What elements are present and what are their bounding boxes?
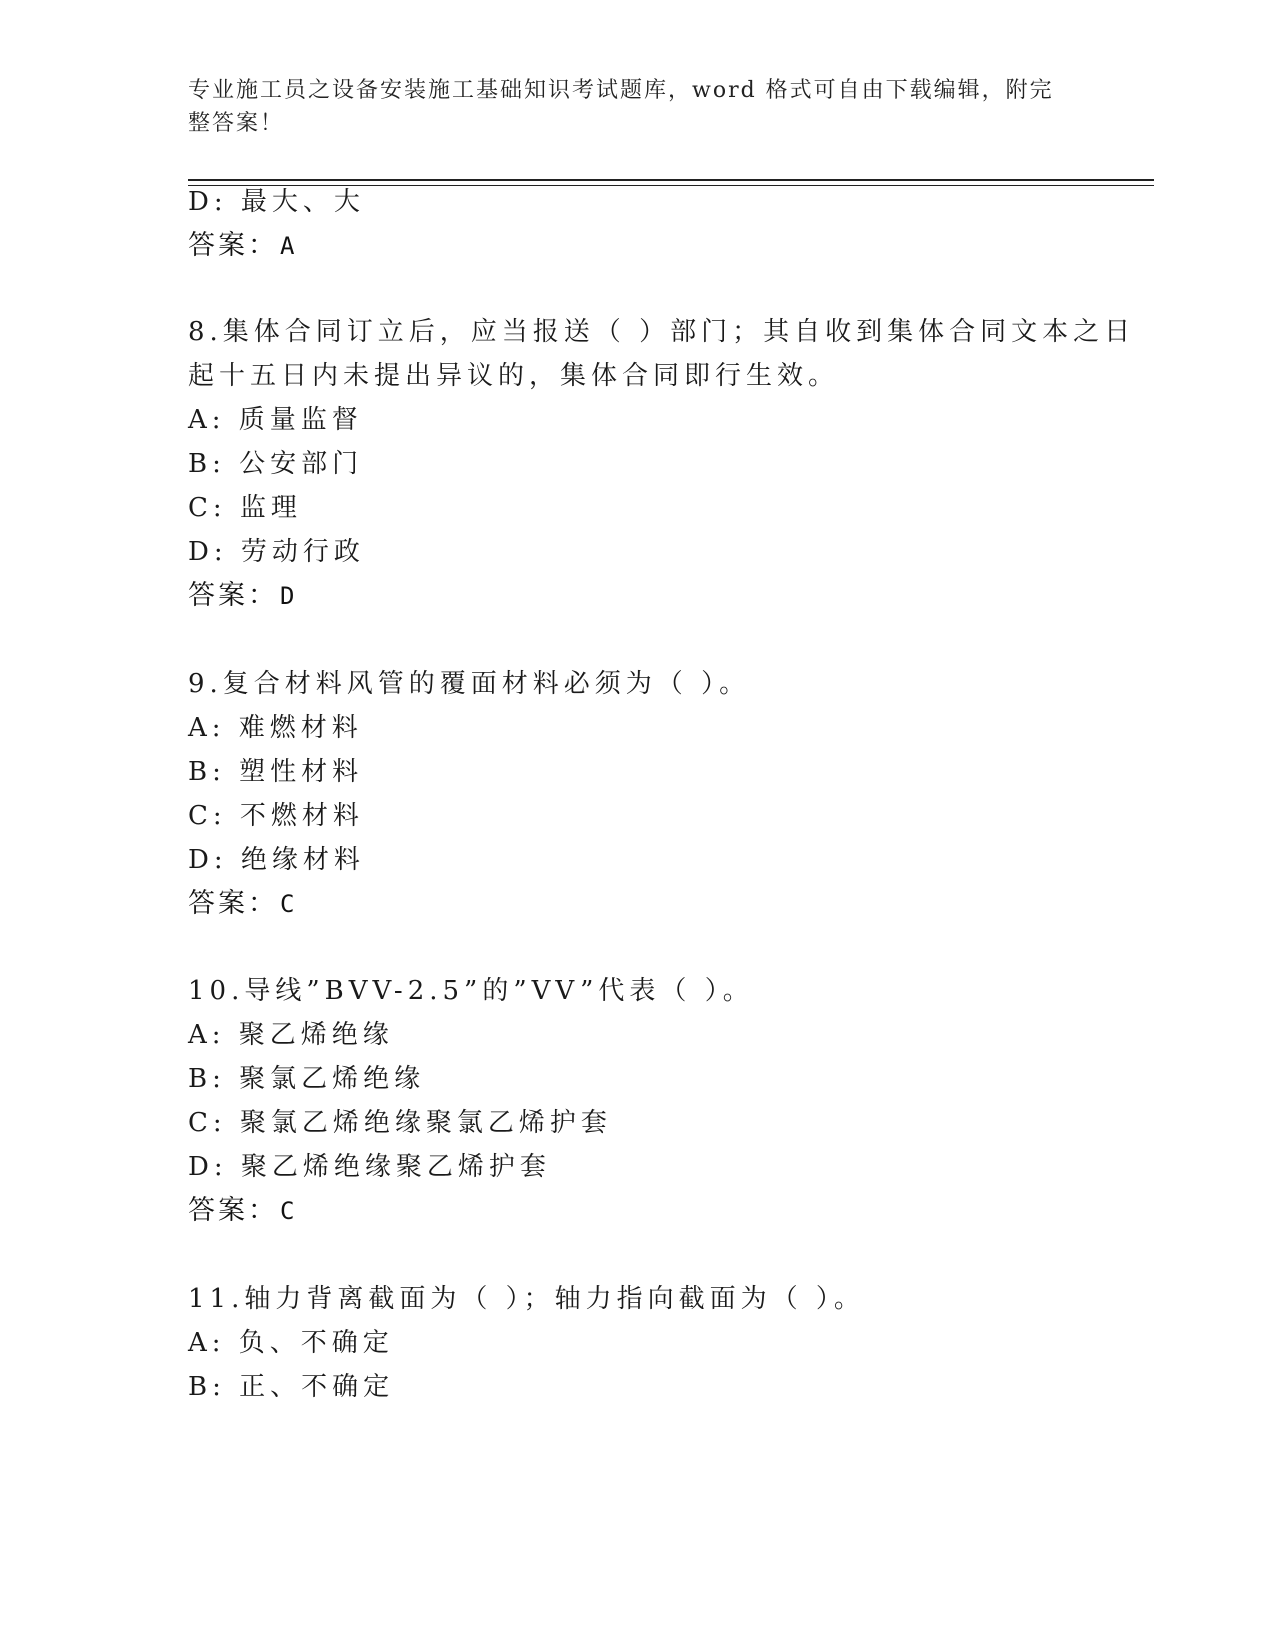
answer-label: 答案： xyxy=(188,1195,278,1226)
q9-option-c: C: 不燃材料 xyxy=(188,801,364,831)
answer-value: C xyxy=(280,1197,295,1225)
q8-stem-line2: 起十五日内未提出异议的，集体合同即行生效。 xyxy=(188,361,840,391)
prev-answer xyxy=(188,230,294,262)
answer-label: 答案： xyxy=(188,580,278,611)
q10-stem-line1: 10.导线”BVV-2.5”的”VV”代表（ ）。 xyxy=(188,976,754,1006)
q9-option-b: B: 塑性材料 xyxy=(188,757,364,787)
q10-option-b: B: 聚氯乙烯绝缘 xyxy=(188,1064,426,1094)
q10-option-c: C: 聚氯乙烯绝缘聚氯乙烯护套 xyxy=(188,1108,612,1138)
q8-option-c: C: 监理 xyxy=(188,493,302,523)
q8-option-b: B: 公安部门 xyxy=(188,449,364,479)
q8-stem-line1: 8.集体合同订立后，应当报送（ ）部门；其自收到集体合同文本之日 xyxy=(188,317,1136,347)
q11-stem-line1: 11.轴力背离截面为（ ）；轴力指向截面为（ ）。 xyxy=(188,1284,865,1314)
q11-option-a: A: 负、不确定 xyxy=(188,1328,394,1358)
q10-answer xyxy=(188,1195,294,1227)
q11-option-b: B: 正、不确定 xyxy=(188,1372,395,1402)
answer-value: D xyxy=(280,582,295,610)
answer-label: 答案： xyxy=(188,888,278,919)
q8-option-d: D: 劳动行政 xyxy=(188,537,365,567)
q9-option-d: D: 绝缘材料 xyxy=(188,845,365,875)
q9-stem-line1: 9.复合材料风管的覆面材料必须为（ ）。 xyxy=(188,669,751,699)
answer-value: A xyxy=(280,232,295,260)
document-header: 专业施工员之设备安装施工基础知识考试题库，word 格式可自由下载编辑，附完整答案！ xyxy=(188,78,1054,136)
q9-answer xyxy=(188,888,294,920)
prev-option-d: D: 最大、大 xyxy=(188,187,365,217)
answer-value: C xyxy=(280,890,295,918)
q10-option-a: A: 聚乙烯绝缘 xyxy=(188,1020,394,1050)
q10-option-d: D: 聚乙烯绝缘聚乙烯护套 xyxy=(188,1152,551,1182)
answer-label: 答案： xyxy=(188,230,278,261)
header-divider-thick xyxy=(188,179,1154,181)
q9-option-a: A: 难燃材料 xyxy=(188,713,363,743)
q8-answer xyxy=(188,580,294,612)
q8-option-a: A: 质量监督 xyxy=(188,405,363,435)
